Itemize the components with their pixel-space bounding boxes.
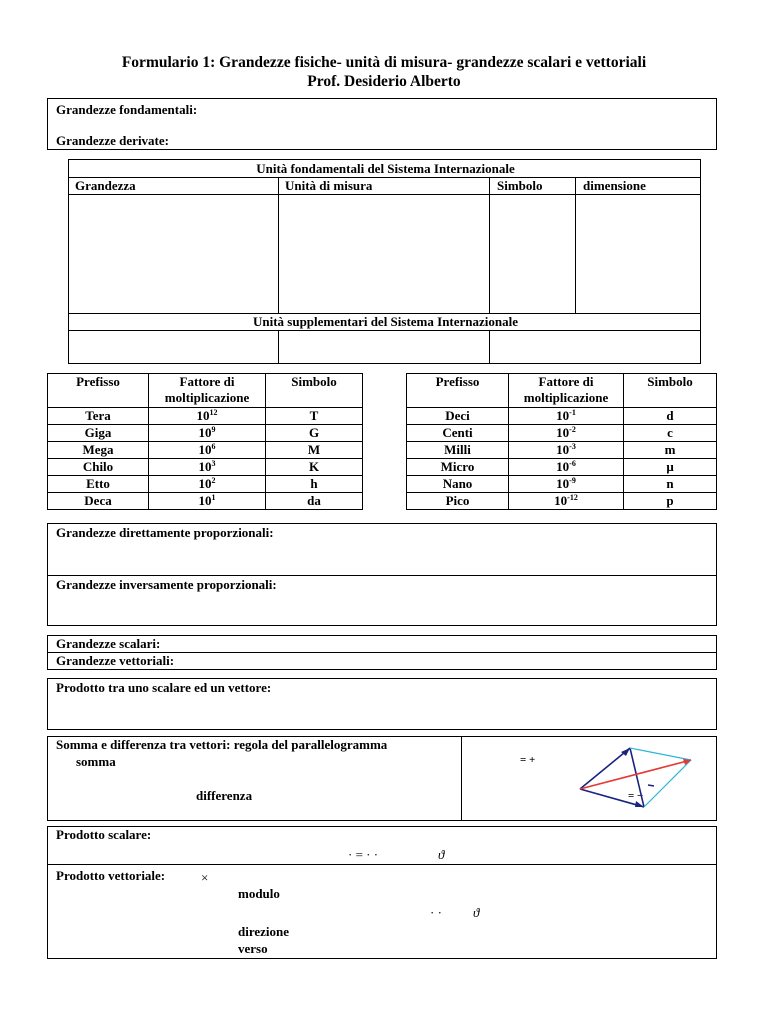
prefix-name: Mega: [48, 442, 149, 459]
prefix-symbol: d: [624, 408, 717, 425]
direzione-label: direzione: [238, 924, 290, 939]
dot-product-title: Prodotto scalare:: [56, 827, 152, 842]
prefix-symbol: m: [624, 442, 717, 459]
prefix-name: Etto: [48, 476, 149, 493]
prefix-table-right: [406, 373, 717, 510]
header-prefisso: Prefisso: [48, 374, 149, 408]
fondamentali-label: Grandezze fondamentali:: [56, 102, 198, 117]
prefix-factor: $10^{-12}$: [509, 493, 624, 510]
si-units-table: [68, 159, 701, 364]
modulo-theta: ϑ: [473, 905, 480, 920]
prefix-factor: $10^{-9}$: [509, 476, 624, 493]
sum-equation: = +: [520, 754, 536, 766]
prefix-name: Centi: [407, 425, 509, 442]
prefix-factor: $10^{-2}$: [509, 425, 624, 442]
sum-diff-title: Somma e differenza tra vettori: regola del parallelogramma: [56, 737, 388, 752]
header-simbolo: Simbolo: [624, 374, 717, 408]
somma-label: somma: [76, 754, 116, 769]
sum-difference-box: [47, 736, 717, 821]
prefix-factor: $10^2$: [149, 476, 266, 493]
cross-symbol: ×: [201, 870, 209, 885]
col-unita: Unità di misura: [285, 178, 373, 193]
prefix-factor: $10^{-1}$: [509, 408, 624, 425]
dot-product-formula: · = · ·: [348, 847, 379, 862]
verso-label: verso: [238, 941, 268, 956]
products-box: [47, 826, 717, 959]
prefix-factor: $10^1$: [149, 493, 266, 510]
side-right: [644, 760, 691, 807]
inverse-proportional-label: Grandezze inversamente proporzionali:: [56, 577, 277, 592]
prefix-factor: $10^9$: [149, 425, 266, 442]
parallelogram-diagram: [508, 741, 718, 817]
prefix-symbol: p: [624, 493, 717, 510]
scalar-vector-product-label: Prodotto tra uno scalare ed un vettore:: [56, 680, 272, 695]
prefix-symbol: K: [266, 459, 363, 476]
prefix-symbol: M: [266, 442, 363, 459]
col-simbolo: Simbolo: [497, 178, 543, 193]
vettoriali-label: Grandezze vettoriali:: [56, 653, 175, 668]
cross-product-title: Prodotto vettoriale:: [56, 868, 166, 883]
modulo-formula: · ·: [430, 905, 442, 920]
prefix-name: Milli: [407, 442, 509, 459]
prefix-name: Tera: [48, 408, 149, 425]
header-fattore: Fattore di moltiplicazione: [149, 374, 266, 408]
prefix-name: Giga: [48, 425, 149, 442]
modulo-label: modulo: [238, 886, 280, 901]
scalar-vector-box: [47, 635, 717, 670]
side-top: [630, 748, 691, 760]
derivate-label: Grandezze derivate:: [56, 133, 169, 148]
minus-mark: [648, 785, 654, 786]
prefix-factor: $10^6$: [149, 442, 266, 459]
prefix-name: Nano: [407, 476, 509, 493]
header-fattore: Fattore di moltiplicazione: [509, 374, 624, 408]
si-table-title: Unità fondamentali del Sistema Internazionale: [256, 161, 515, 176]
prefix-factor: $10^3$: [149, 459, 266, 476]
si-supplementary-title: Unità supplementari del Sistema Internazionale: [252, 314, 519, 329]
vector-b: [580, 789, 644, 807]
prefix-factor: $10^{-6}$: [509, 459, 624, 476]
prefix-symbol: n: [624, 476, 717, 493]
prefix-name: Pico: [407, 493, 509, 510]
prefix-symbol: G: [266, 425, 363, 442]
differenza-label: differenza: [196, 788, 253, 803]
header-prefisso: Prefisso: [407, 374, 509, 408]
prefix-symbol: μ: [624, 459, 717, 476]
prefix-factor: $10^{-3}$: [509, 442, 624, 459]
direct-proportional-label: Grandezze direttamente proporzionali:: [56, 525, 274, 540]
fundamental-derived-box: [47, 98, 717, 150]
header-simbolo: Simbolo: [266, 374, 363, 408]
diff-equation: = −: [628, 790, 644, 802]
proportional-box: [47, 523, 717, 626]
scalari-label: Grandezze scalari:: [56, 636, 161, 651]
dot-theta: ϑ: [438, 847, 445, 862]
vector-diagonal: [630, 748, 644, 807]
prefix-symbol: c: [624, 425, 717, 442]
page-title: Formulario 1: Grandezze fisiche- unità di misura- grandezze scalari e vettoriali: [121, 54, 647, 71]
prefix-symbol: T: [266, 408, 363, 425]
col-dimensione: dimensione: [583, 178, 646, 193]
prefix-symbol: da: [266, 493, 363, 510]
col-grandezza: Grandezza: [75, 178, 136, 193]
scalar-vector-product-box: [47, 678, 717, 730]
prefix-name: Deci: [407, 408, 509, 425]
prefix-name: Micro: [407, 459, 509, 476]
prefix-name: Chilo: [48, 459, 149, 476]
prefix-symbol: h: [266, 476, 363, 493]
prefix-factor: $10^{12}$: [149, 408, 266, 425]
prefix-name: Deca: [48, 493, 149, 510]
prefix-table-left: [47, 373, 363, 510]
author: Prof. Desiderio Alberto: [307, 73, 461, 90]
